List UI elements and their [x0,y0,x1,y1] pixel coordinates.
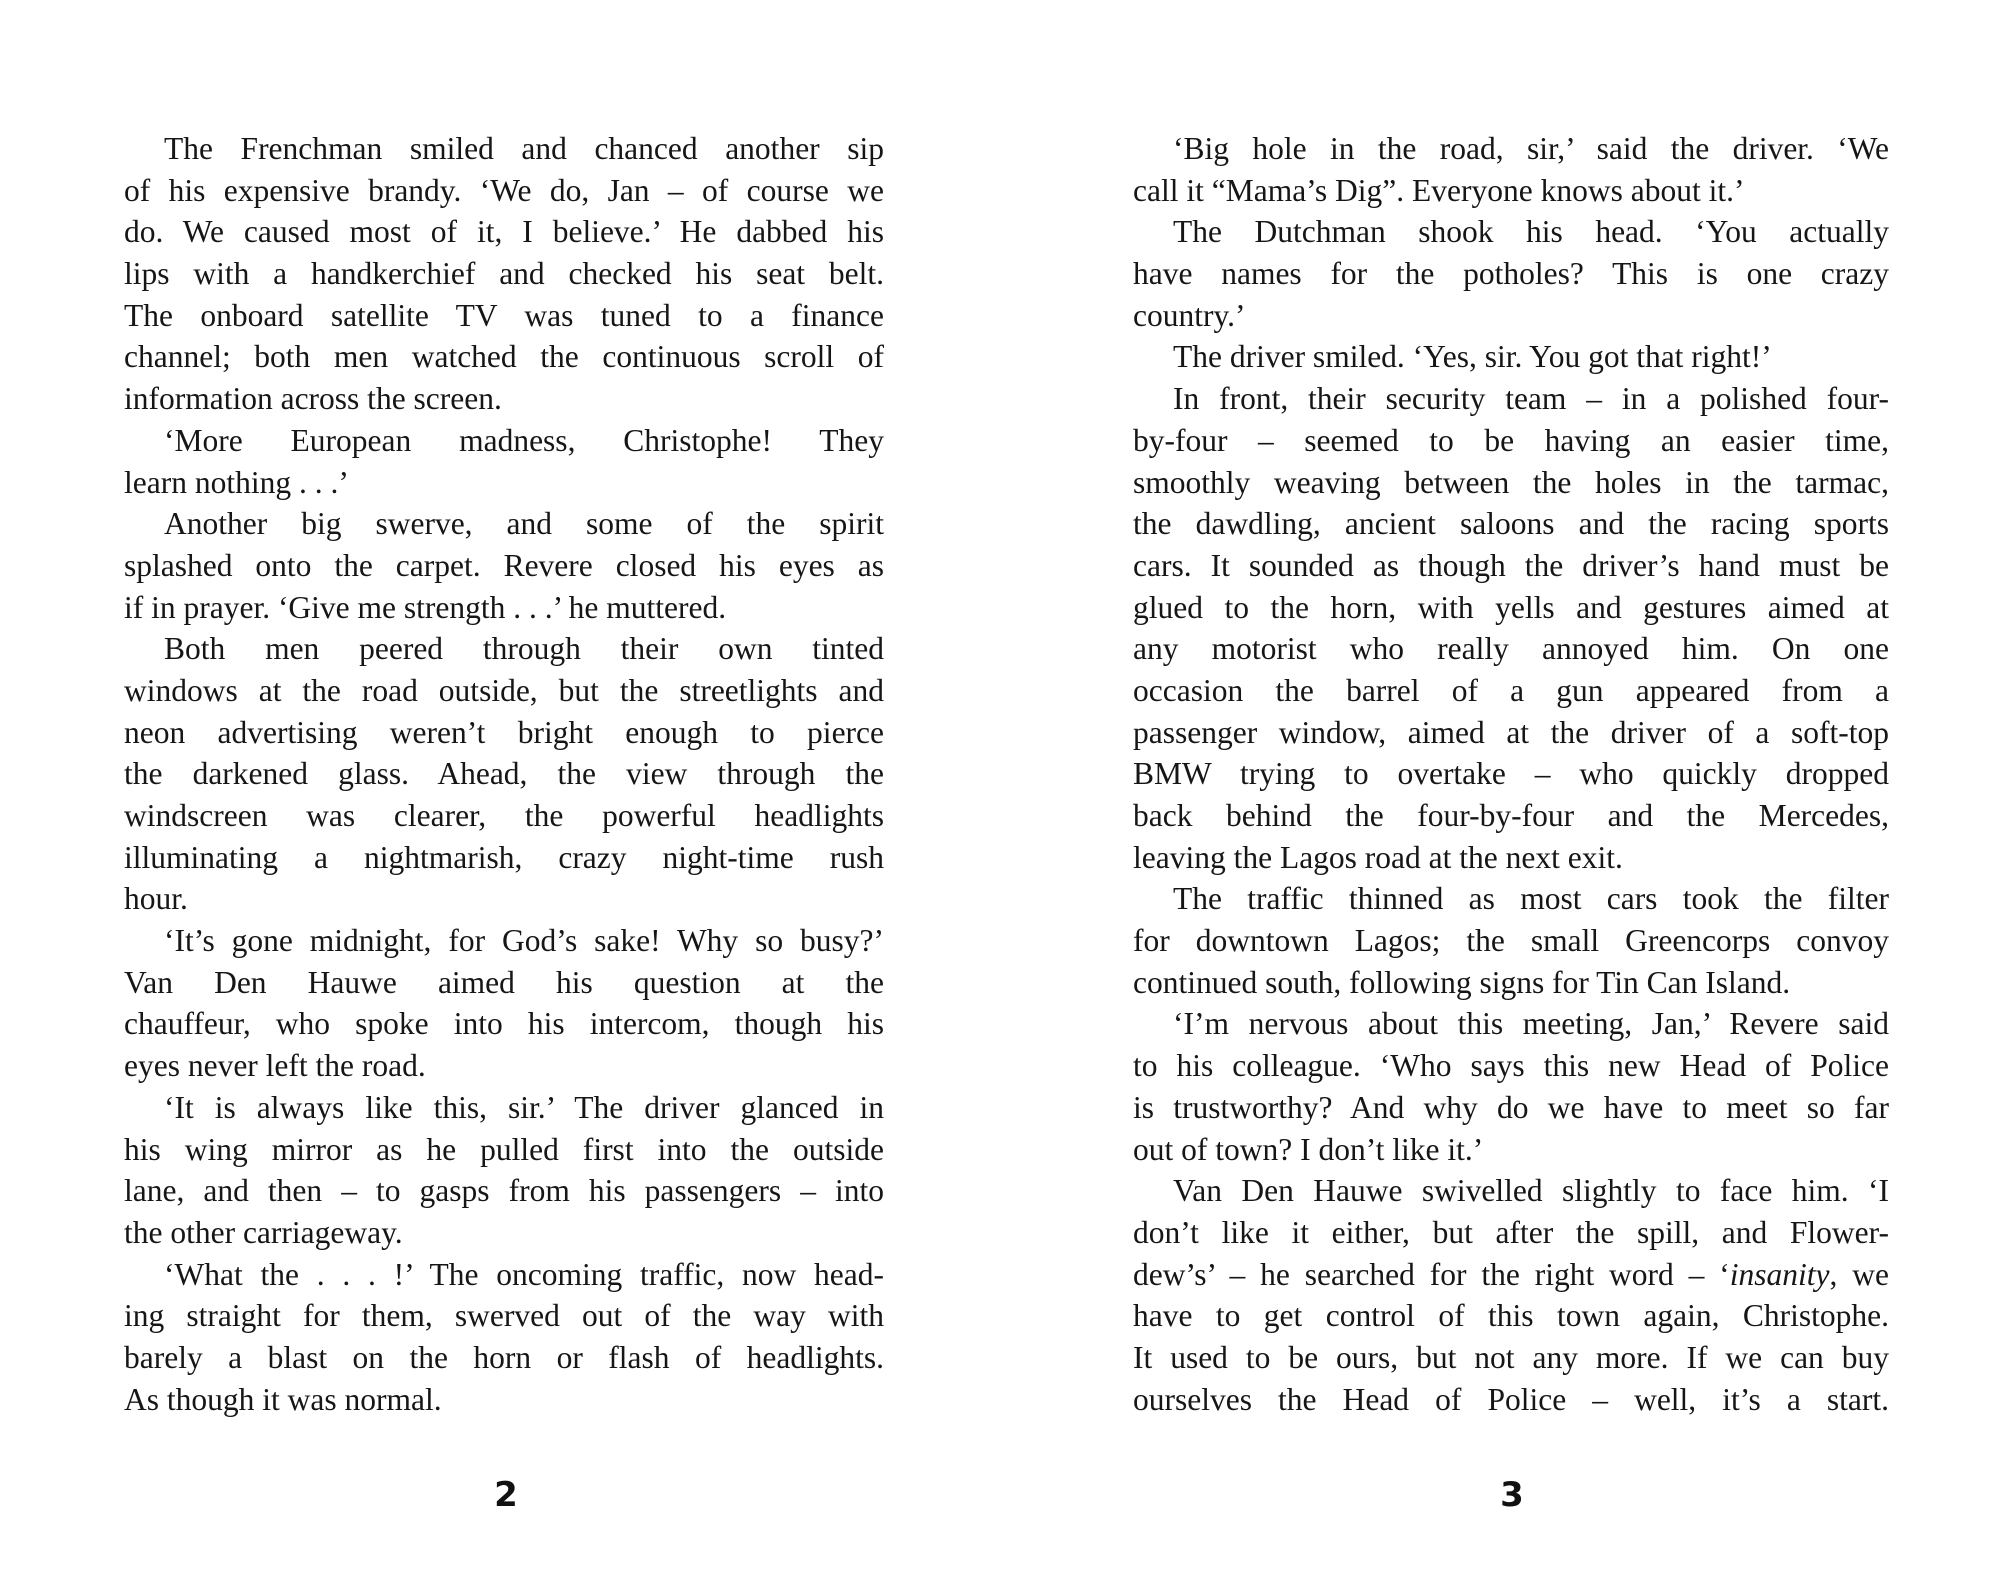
left-page-text [124,128,884,1420]
text-line: The Dutchman shook his head. ‘You actually [1173,214,1889,250]
text-line: In front, their security team – in a polished four- [1173,381,1889,417]
text-line: information across the screen. [124,381,502,417]
text-line: have to get control of this town again, Christophe. [1133,1298,1889,1334]
text-line: country.’ [1133,297,1246,333]
text-line: lips with a handkerchief and checked his seat belt. [124,256,884,292]
text-line: for downtown Lagos; the small Greencorps convoy [1133,923,1889,959]
text-line: As though it was normal. [124,1381,442,1417]
text-line: the darkened glass. Ahead, the view through the [124,756,884,792]
text-line: ‘Big hole in the road, sir,’ said the driver. ‘We [1173,131,1889,166]
text-line: leaving the Lagos road at the next exit. [1133,839,1623,875]
text-line: cars. It sounded as though the driver’s hand must be [1133,547,1889,583]
text-line: learn nothing . . .’ [124,464,349,500]
text-line: It used to be ours, but not any more. If we can buy [1133,1339,1889,1375]
text-line: neon advertising weren’t bright enough to pierce [124,714,884,750]
text-line: lane, and then – to gasps from his passengers – into [124,1173,884,1209]
text-line: ‘I’m nervous about this meeting, Jan,’ Revere said [1173,1006,1889,1042]
text-line: out of town? I don’t like it.’ [1133,1131,1484,1167]
text-line: eyes never left the road. [124,1048,426,1084]
text-line: do. We caused most of it, I believe.’ He dabbed his [124,214,884,250]
text-line: ourselves the Head of Police – well, it’s a start. [1133,1381,1889,1417]
text-line: channel; both men watched the continuous scroll of [124,339,884,375]
text-line: chauffeur, who spoke into his intercom, though his [124,1006,884,1042]
text-line: back behind the four-by-four and the Mercedes, [1133,798,1889,833]
text-line: Both men peered through their own tinted [164,631,884,667]
text-line: splashed onto the carpet. Revere closed his eyes as [124,547,884,583]
text-line: his wing mirror as he pulled first into the outside [124,1131,884,1167]
text-line: ‘It is always like this, sir.’ The driver glanced in [164,1089,884,1125]
text-line: of his expensive brandy. ‘We do, Jan – of course we [124,172,884,208]
text-line: windows at the road outside, but the streetlights and [124,672,884,708]
text-line: don’t like it either, but after the spill, and Flower- [1133,1214,1889,1250]
text-line: call it “Mama’s Dig”. Everyone knows about it.’ [1133,172,1745,208]
text-line: any motorist who really annoyed him. On one [1133,631,1889,667]
text-line: The driver smiled. ‘Yes, sir. You got that right!’ [1173,339,1772,375]
text-line: The onboard satellite TV was tuned to a finance [124,297,884,333]
text-line: is trustworthy? And why do we have to meet so far [1133,1089,1889,1125]
text-line: glued to the horn, with yells and gestures aimed at [1133,589,1889,625]
text-line: if in prayer. ‘Give me strength . . .’ he muttered. [124,589,727,625]
text-line: barely a blast on the horn or flash of headlights. [124,1339,884,1375]
text-line: windscreen was clearer, the powerful headlights [124,798,884,833]
text-line: to his colleague. ‘Who says this new Head of Police [1133,1048,1889,1084]
text-line: occasion the barrel of a gun appeared from a [1133,672,1889,708]
text-line: The traffic thinned as most cars took the filter [1173,881,1889,917]
text-line: dew’s’ – he searched for the right word – ‘insanity, we [1133,1256,1889,1292]
text-line: ‘What the . . . !’ The oncoming traffic, now head- [164,1256,884,1292]
right-page-number: 3 [1500,1475,1524,1515]
text-line: passenger window, aimed at the driver of a soft-top [1133,714,1889,750]
text-line: BMW trying to overtake – who quickly dropped [1133,756,1889,792]
text-line: ‘It’s gone midnight, for God’s sake! Why so busy?’ [164,923,884,959]
text-line: illuminating a nightmarish, crazy night-time rush [124,839,884,875]
text-line: The Frenchman smiled and chanced another sip [164,131,884,166]
text-line: smoothly weaving between the holes in the tarmac, [1133,464,1889,500]
text-line: Another big swerve, and some of the spirit [164,506,884,542]
text-line: Van Den Hauwe aimed his question at the [124,964,884,1000]
right-page-text [1133,128,1889,1420]
left-page-number: 2 [494,1475,518,1515]
text-line: continued south, following signs for Tin Can Island. [1133,964,1791,1000]
text-line: ‘More European madness, Christophe! They [164,422,884,458]
text-line: the other carriageway. [124,1214,403,1250]
text-line: Van Den Hauwe swivelled slightly to face him. ‘I [1173,1173,1889,1209]
text-line: the dawdling, ancient saloons and the racing sports [1133,506,1889,542]
text-line: hour. [124,881,188,917]
text-line: ing straight for them, swerved out of the way with [124,1298,884,1334]
text-line: by-four – seemed to be having an easier time, [1133,422,1889,458]
text-line: have names for the potholes? This is one crazy [1133,256,1889,292]
